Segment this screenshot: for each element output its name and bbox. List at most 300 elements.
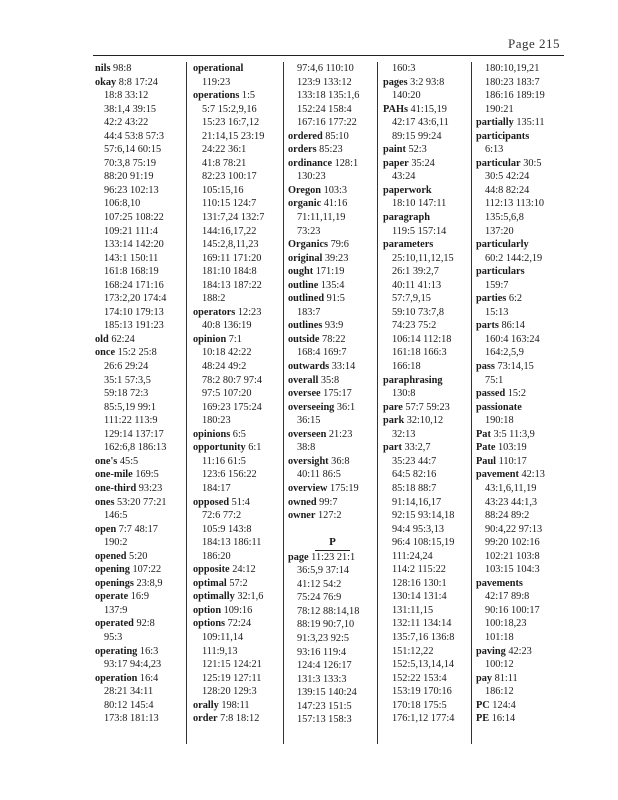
index-continuation xyxy=(288,605,377,619)
index-term: paper xyxy=(383,157,409,169)
index-refs: 110:15 124:7 xyxy=(202,198,257,210)
index-refs: 102:21 103:8 xyxy=(485,550,540,562)
index-refs: 144:16,17,22 xyxy=(202,225,257,237)
index-entry xyxy=(193,496,283,510)
index-refs: 38:8 xyxy=(297,442,316,454)
index-entry xyxy=(95,346,185,360)
index-refs: 135:7,16 136:8 xyxy=(392,631,455,643)
index-entry xyxy=(95,590,185,604)
index-term: operating xyxy=(95,645,138,657)
index-entry xyxy=(476,116,564,130)
index-term: owned xyxy=(288,496,317,508)
index-entry xyxy=(95,577,185,591)
index-continuation xyxy=(193,170,283,184)
index-continuation xyxy=(383,265,471,279)
index-refs: 110:17 xyxy=(496,455,527,467)
index-continuation xyxy=(193,672,283,686)
index-refs: 32:10,12 xyxy=(404,415,444,427)
index-refs: 107:25 108:22 xyxy=(104,212,164,224)
index-continuation xyxy=(476,550,564,564)
index-refs: 160:3 xyxy=(392,63,416,74)
index-term: oversight xyxy=(288,455,329,467)
index-term: overview xyxy=(288,482,328,494)
index-continuation xyxy=(95,319,185,333)
index-term: okay xyxy=(95,76,117,88)
index-refs: 124:4 xyxy=(489,699,516,711)
index-refs xyxy=(529,239,532,250)
index-term: paperwork xyxy=(383,184,432,196)
index-refs: 169:11 171:20 xyxy=(202,252,262,264)
index-refs: 40:11 41:13 xyxy=(392,279,442,291)
index-refs: 32:1,6 xyxy=(234,591,264,603)
index-term: pavements xyxy=(476,577,523,589)
index-refs: 12:23 xyxy=(235,306,262,318)
index-entry xyxy=(476,157,564,171)
index-refs: 7:1 xyxy=(226,333,242,345)
index-continuation xyxy=(383,523,471,537)
index-refs: 133:18 135:1,6 xyxy=(297,90,360,102)
index-refs: 168:24 171:16 xyxy=(104,279,164,291)
index-entry xyxy=(193,333,283,347)
index-continuation xyxy=(95,360,185,374)
index-refs: 130:8 xyxy=(392,388,416,400)
index-term: operation xyxy=(95,672,138,684)
index-continuation xyxy=(193,76,283,90)
index-continuation xyxy=(476,306,564,320)
index-refs: 161:8 168:19 xyxy=(104,266,159,278)
index-refs: 186:12 xyxy=(485,686,514,698)
index-entry xyxy=(288,428,377,442)
index-continuation xyxy=(193,536,283,550)
index-term: ordered xyxy=(288,130,323,142)
index-refs: 180:10,19,21 xyxy=(485,63,540,74)
index-continuation xyxy=(95,279,185,293)
index-entry xyxy=(383,143,471,157)
index-refs: 109:21 111:4 xyxy=(104,225,158,237)
index-term: page xyxy=(288,551,309,563)
index-continuation xyxy=(193,387,283,401)
index-refs: 62:24 xyxy=(108,333,135,345)
index-refs: 43:23 44:1,3 xyxy=(485,496,538,508)
index-refs: 91:14,16,17 xyxy=(392,496,442,508)
index-entry xyxy=(95,563,185,577)
index-refs: 48:24 49:2 xyxy=(202,361,247,373)
index-term: original xyxy=(288,252,323,264)
index-refs: 184:13 186:11 xyxy=(202,537,262,549)
index-continuation xyxy=(476,509,564,523)
index-entry xyxy=(476,319,564,333)
index-continuation xyxy=(383,89,471,103)
index-refs: 43:1,6,11,19 xyxy=(485,482,537,494)
index-refs: 30:5 xyxy=(520,157,542,169)
index-column xyxy=(95,62,185,744)
index-refs: 80:12 145:4 xyxy=(104,699,154,711)
index-refs: 112:13 113:10 xyxy=(485,198,545,210)
index-refs: 42:13 xyxy=(518,469,545,481)
index-refs: 45:5 xyxy=(117,455,139,467)
index-entry xyxy=(476,441,564,455)
index-refs: 99:20 102:16 xyxy=(485,537,540,549)
index-refs: 90:4,22 97:13 xyxy=(485,523,543,535)
index-refs: 111:9,13 xyxy=(202,645,238,657)
index-term: PAHs xyxy=(383,103,408,115)
index-entry xyxy=(95,62,185,76)
index-refs: 105:9 143:8 xyxy=(202,523,252,535)
index-continuation xyxy=(383,604,471,618)
index-term: owner xyxy=(288,510,316,522)
index-entry xyxy=(476,428,564,442)
index-continuation xyxy=(476,197,564,211)
index-entry xyxy=(476,292,564,306)
index-refs: 184:17 xyxy=(202,482,231,494)
index-term: operators xyxy=(193,306,236,318)
index-refs: 93:9 xyxy=(322,320,344,332)
index-continuation xyxy=(95,143,185,157)
index-refs: 166:18 xyxy=(392,361,421,373)
index-refs: 173:2,20 174:4 xyxy=(104,293,167,305)
index-box xyxy=(93,55,564,749)
index-continuation xyxy=(476,631,564,645)
index-refs: 42:23 xyxy=(505,645,532,657)
index-refs: 35:24 xyxy=(408,157,435,169)
index-refs: 93:23 xyxy=(136,482,163,494)
index-continuation xyxy=(476,523,564,537)
index-column xyxy=(377,62,471,744)
index-continuation xyxy=(476,333,564,347)
index-entry xyxy=(95,468,185,482)
index-refs: 35:1 57:3,5 xyxy=(104,374,151,386)
index-refs: 73:14,15 xyxy=(494,361,534,373)
index-term: pages xyxy=(383,76,408,88)
index-refs: 99:7 xyxy=(316,496,338,508)
index-continuation xyxy=(95,441,185,455)
index-refs: 85:18 88:7 xyxy=(392,482,437,494)
index-refs: 130:14 131:4 xyxy=(392,591,447,603)
index-continuation xyxy=(288,700,377,714)
index-refs: 85:5,19 99:1 xyxy=(104,401,157,413)
index-continuation xyxy=(95,103,185,117)
index-entry xyxy=(288,401,377,415)
index-refs: 78:22 xyxy=(319,333,346,345)
index-term: Pate xyxy=(476,442,496,454)
index-refs: 40:11 86:5 xyxy=(297,469,341,481)
index-continuation xyxy=(193,509,283,523)
index-entry xyxy=(288,197,377,211)
index-refs: 131:11,15 xyxy=(392,604,434,616)
index-entry xyxy=(193,604,283,618)
index-continuation xyxy=(288,170,377,184)
index-entry xyxy=(383,103,471,117)
index-term: paragraph xyxy=(383,212,430,224)
index-term: outline xyxy=(288,279,319,291)
index-refs: 38:1,4 39:15 xyxy=(104,103,157,115)
index-continuation xyxy=(288,116,377,130)
index-refs: 190:2 xyxy=(104,537,128,549)
index-entry xyxy=(476,712,564,726)
index-term: PC xyxy=(476,699,490,711)
index-continuation xyxy=(383,319,471,333)
index-refs: 145:2,8,11,23 xyxy=(202,239,259,251)
index-refs: 28:21 34:11 xyxy=(104,686,154,698)
index-refs: 7:8 18:12 xyxy=(217,713,260,725)
index-refs: 186:20 xyxy=(202,550,231,562)
index-refs: 6:5 xyxy=(230,428,246,440)
index-refs: 16:14 xyxy=(489,713,516,725)
index-refs: 36:15 xyxy=(297,415,321,427)
index-continuation xyxy=(476,103,564,117)
index-entry xyxy=(193,563,283,577)
index-continuation xyxy=(383,550,471,564)
index-continuation xyxy=(95,157,185,171)
index-refs: 88:24 89:2 xyxy=(485,510,530,522)
index-refs: 137:20 xyxy=(485,225,514,237)
index-refs: 152:24 158:4 xyxy=(297,103,352,115)
index-entry xyxy=(95,550,185,564)
index-continuation xyxy=(95,401,185,415)
index-refs: 190:18 xyxy=(485,415,514,427)
index-refs: 18:8 33:12 xyxy=(104,90,149,102)
index-refs: 109:11,14 xyxy=(202,631,244,643)
index-refs: 128:20 129:3 xyxy=(202,686,257,698)
index-continuation xyxy=(95,292,185,306)
index-entry xyxy=(193,617,283,631)
index-continuation xyxy=(383,577,471,591)
index-continuation xyxy=(288,686,377,700)
index-refs: 41:8 78:21 xyxy=(202,157,247,169)
index-refs: 152:22 153:4 xyxy=(392,672,447,684)
index-refs: 59:18 72:3 xyxy=(104,388,149,400)
index-refs: 60:2 144:2,19 xyxy=(485,252,543,264)
index-entry xyxy=(288,265,377,279)
index-refs xyxy=(430,212,433,223)
index-term: Organics xyxy=(288,239,329,251)
index-term: opposite xyxy=(193,564,230,576)
index-refs: 111:24,24 xyxy=(392,550,433,562)
index-entry xyxy=(288,387,377,401)
index-continuation xyxy=(193,225,283,239)
index-entry xyxy=(95,496,185,510)
index-continuation xyxy=(95,116,185,130)
index-entry xyxy=(288,238,377,252)
index-continuation xyxy=(288,673,377,687)
index-term: particularly xyxy=(476,239,529,251)
index-continuation xyxy=(95,211,185,225)
index-term: passed xyxy=(476,388,506,400)
index-term: part xyxy=(383,442,402,454)
index-refs: 32:13 xyxy=(392,428,416,440)
index-refs: 125:19 127:11 xyxy=(202,672,262,684)
index-refs xyxy=(522,402,525,413)
index-continuation xyxy=(193,360,283,374)
index-refs: 159:7 xyxy=(485,279,509,291)
index-refs: 39:23 xyxy=(322,252,349,264)
index-refs: 51:4 xyxy=(229,496,250,508)
index-entry xyxy=(383,401,471,415)
index-entry xyxy=(476,130,564,144)
index-refs: 93:16 119:4 xyxy=(297,646,347,658)
index-refs: 24:22 36:1 xyxy=(202,144,247,156)
index-entry xyxy=(288,130,377,144)
index-term: operational xyxy=(193,63,244,74)
index-refs: 119:5 157:14 xyxy=(392,225,447,237)
index-refs: 180:23 xyxy=(202,415,231,427)
index-refs: 26:1 39:2,7 xyxy=(392,266,439,278)
index-continuation xyxy=(383,387,471,401)
index-continuation xyxy=(476,685,564,699)
index-refs: 123:6 156:22 xyxy=(202,469,257,481)
index-refs: 176:1,12 177:4 xyxy=(392,713,455,725)
index-continuation xyxy=(95,414,185,428)
index-entry xyxy=(288,292,377,306)
index-refs: 74:23 75:2 xyxy=(392,320,437,332)
index-entry xyxy=(476,238,564,252)
index-continuation xyxy=(383,712,471,726)
index-term: opening xyxy=(95,564,130,576)
index-refs: 85:23 xyxy=(316,144,343,156)
index-refs: 88:19 90:7,10 xyxy=(297,619,355,631)
index-term: PE xyxy=(476,713,490,725)
index-continuation xyxy=(476,76,564,90)
index-entry xyxy=(95,645,185,659)
index-term: outlined xyxy=(288,293,325,305)
index-refs: 78:2 80:7 97:4 xyxy=(202,374,263,386)
index-refs: 18:10 147:11 xyxy=(392,198,447,210)
index-refs: 175:19 xyxy=(327,482,359,494)
index-refs: 100:12 xyxy=(485,659,514,671)
index-term: overseen xyxy=(288,428,327,440)
index-continuation xyxy=(193,401,283,415)
index-continuation xyxy=(383,468,471,482)
index-continuation xyxy=(288,578,377,592)
index-entry xyxy=(288,482,377,496)
index-refs: 78:12 88:14,18 xyxy=(297,605,360,617)
index-continuation xyxy=(476,184,564,198)
index-term: pay xyxy=(476,672,493,684)
index-entry xyxy=(95,672,185,686)
index-refs: 86:14 xyxy=(498,320,525,332)
index-refs: 11:23 21:1 xyxy=(308,551,356,563)
index-continuation xyxy=(288,103,377,117)
index-continuation xyxy=(288,591,377,605)
index-continuation xyxy=(476,604,564,618)
index-continuation xyxy=(476,590,564,604)
index-entry xyxy=(383,238,471,252)
index-term: opinion xyxy=(193,333,227,345)
index-refs: 130:23 xyxy=(297,171,326,183)
index-refs: 53:20 77:21 xyxy=(114,496,167,508)
index-entry xyxy=(383,374,471,388)
index-term: operations xyxy=(193,90,240,102)
index-entry xyxy=(95,523,185,537)
index-refs: 100:18,23 xyxy=(485,618,527,630)
index-refs: 161:18 166:3 xyxy=(392,347,447,359)
index-refs: 190:21 xyxy=(485,103,514,115)
index-refs: 1:5 xyxy=(239,90,256,102)
index-refs: 72:24 xyxy=(225,618,252,630)
index-entry xyxy=(288,496,377,510)
index-refs: 72:6 77:2 xyxy=(202,510,242,522)
index-refs: 3:5 11:3,9 xyxy=(490,428,535,440)
index-continuation xyxy=(288,346,377,360)
index-continuation xyxy=(95,265,185,279)
index-term: Oregon xyxy=(288,184,321,196)
index-entry xyxy=(476,360,564,374)
index-term: opposed xyxy=(193,496,230,508)
index-continuation xyxy=(95,197,185,211)
index-continuation xyxy=(95,225,185,239)
index-refs: 101:18 xyxy=(485,631,514,643)
index-refs: 73:23 xyxy=(297,225,321,237)
index-continuation xyxy=(288,225,377,239)
index-refs: 129:14 137:17 xyxy=(104,428,164,440)
index-refs: 103:15 104:3 xyxy=(485,564,540,576)
index-continuation xyxy=(476,225,564,239)
index-entry xyxy=(288,374,377,388)
index-continuation xyxy=(193,103,283,117)
index-entry xyxy=(383,76,471,90)
index-refs: 152:5,13,14,14 xyxy=(392,659,455,671)
index-continuation xyxy=(193,482,283,496)
index-refs: 188:2 xyxy=(202,293,226,305)
index-term: operate xyxy=(95,591,129,603)
index-continuation xyxy=(288,713,377,727)
index-continuation xyxy=(193,374,283,388)
index-refs: 3:2 93:8 xyxy=(407,76,445,88)
section-letter-text: P xyxy=(315,536,350,551)
index-refs: 75:1 xyxy=(485,374,504,386)
index-term: one's xyxy=(95,455,118,467)
index-term: opened xyxy=(95,550,127,562)
index-refs: 153:19 170:16 xyxy=(392,686,452,698)
index-refs: 139:15 140:24 xyxy=(297,687,357,699)
index-refs: 15:23 16:7,12 xyxy=(202,117,260,129)
index-continuation xyxy=(193,279,283,293)
index-term: overseeing xyxy=(288,401,335,413)
index-refs: 170:18 175:5 xyxy=(392,699,447,711)
index-refs xyxy=(525,266,528,277)
index-refs: 35:8 xyxy=(318,374,340,386)
index-refs: 131:7,24 132:7 xyxy=(202,212,265,224)
index-refs xyxy=(243,63,246,74)
index-term: Paul xyxy=(476,455,497,467)
index-refs: 6:2 xyxy=(506,293,523,305)
index-term: parts xyxy=(476,320,499,332)
index-continuation xyxy=(95,658,185,672)
index-continuation xyxy=(193,319,283,333)
index-refs: 43:24 xyxy=(392,171,416,183)
index-refs: 15:2 25:8 xyxy=(115,347,157,359)
index-refs: 81:11 xyxy=(492,672,518,684)
index-refs: 79:6 xyxy=(328,239,349,251)
index-continuation xyxy=(288,618,377,632)
index-term: participants xyxy=(476,130,530,142)
index-term: optimally xyxy=(193,591,235,603)
index-continuation xyxy=(383,536,471,550)
index-refs: 174:10 179:13 xyxy=(104,306,164,318)
index-entry xyxy=(193,306,283,320)
index-continuation xyxy=(95,306,185,320)
index-continuation xyxy=(193,265,283,279)
index-refs: 40:8 136:19 xyxy=(202,320,252,332)
index-refs: 162:6,8 186:13 xyxy=(104,442,167,454)
index-continuation xyxy=(288,89,377,103)
index-refs: 173:8 181:13 xyxy=(104,713,159,725)
index-continuation xyxy=(383,116,471,130)
index-refs xyxy=(523,578,526,589)
index-continuation xyxy=(288,76,377,90)
index-refs: 5:7 15:2,9,16 xyxy=(202,103,257,115)
index-continuation xyxy=(193,292,283,306)
